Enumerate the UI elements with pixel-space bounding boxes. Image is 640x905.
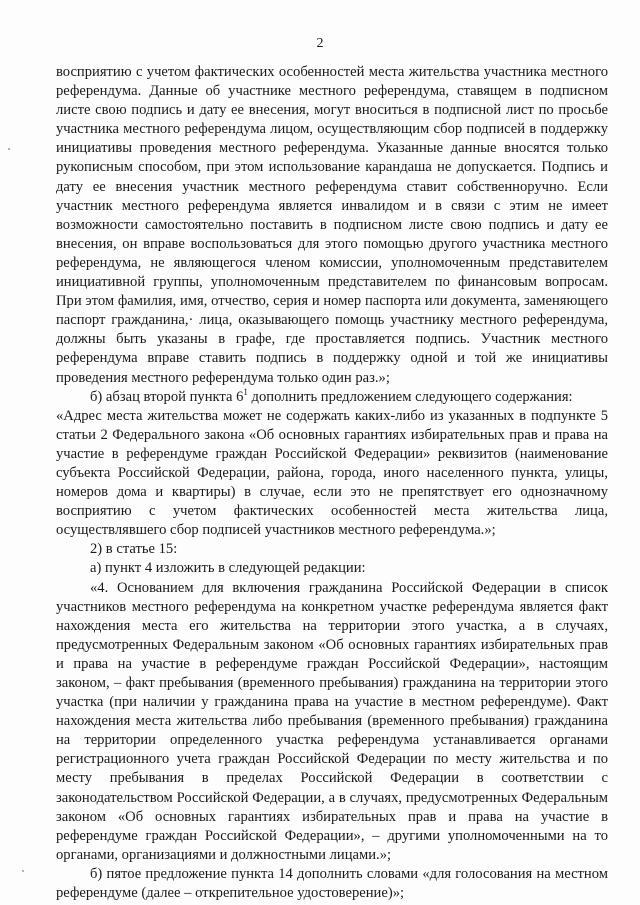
amendment-b-text: б) абзац второй пункта 6 <box>90 388 244 405</box>
paragraph-address-quote: «Адрес места жительства может не содержать каких-либо из указанных в подпункте 5 статьи 2 Федерального закона «Об основных гарантиях избирательных прав и права на участие в референдуме граждан Российской Федерации» реквизитов (наименование субъекта Российской Федерации, района, города, иного населенного пункта, улицы, номеров дома и квартиры) в случае, если это не препятствует его однозначному восприятию с учетом фактических особенностей места жительства лица, осуществлявшего сбор подписей участников местного референдума.»; <box>56 407 608 539</box>
amendment-b-superscript: 1 <box>243 386 248 397</box>
paragraph-item-14: б) пятое предложение пункта 14 дополнить словами «для голосования на местном референдуме (далее – открепительное удостоверение)»; <box>56 865 608 902</box>
amendment-b-text-rest: дополнить предложением следующего содержания: <box>247 388 573 405</box>
paragraph-item-4: а) пункт 4 изложить в следующей редакции: <box>90 560 366 577</box>
scan-speck <box>22 870 24 872</box>
document-body <box>56 63 608 903</box>
page-number: 2 <box>316 36 324 51</box>
scan-speck <box>8 148 10 150</box>
paragraph-continuation: восприятию с учетом фактических особенностей места жительства участника местного референдума. Данные об участнике местного референдума, ставящем в подписном листе свою подпись и дату ее внесения, могут вноситься в подписной лист по просьбе участника местного референдума лицом, осуществляющим сбор подписей в поддержку инициативы проведения местного референдума. Указанные данные вносятся только рукописным способом, при этом использование карандаша не допускается. Подпись и дату ее внесения участник местного референдума ставит собственноручно. Если участник местного референдума является инвалидом и в связи с этим не имеет возможности самостоятельно поставить в подписном листе свою подпись и дату ее внесения, он вправе воспользоваться для этого помощью другого участника местного референдума, не являющегося членом комиссии, уполномоченным представителем инициативной группы, уполномоченным представителем по финансовым вопросам. При этом фамилия, имя, отчество, серия и номер паспорта или документа, заменяющего паспорт гражданина,· лица, оказывающего помощь участнику местного референдума, должны быть указаны в графе, где проставляется подпись. Участник местного референдума вправе ставить подпись в поддержку одной и той же инициативы проведения местного референдума только один раз.»; <box>56 64 608 386</box>
paragraph-item-4-text: «4. Основанием для включения гражданина Российской Федерации в список участников местного референдума на конкретном участке референдума является факт нахождения места его жительства на территории этого участка, а в случаях, предусмотренных Федеральным законом «Об основных гарантиях избирательных прав и права на участие в референдуме граждан Российской Федерации», настоящим законом, – факт пребывания (временного пребывания) гражданина на территории этого участка (при наличии у гражданина права на участие в местном референдуме). Факт нахождения места жительства либо пребывания (временного пребывания) гражданина на территории определенного участка референдума устанавливается органами регистрационного учета граждан Российской Федерации по месту жительства и по месту пребывания в пределах Российской Федерации в соответствии с законодательством Российской Федерации, а в случаях, предусмотренных Федеральным законом «Об основных гарантиях избирательных прав и права на участие в референдуме граждан Российской Федерации», – другими уполномоченными на то органами, организациями и должностными лицами.»; <box>56 579 608 863</box>
paragraph-amendment-b <box>56 388 608 407</box>
paragraph-article-15: 2) в статье 15: <box>90 541 178 558</box>
